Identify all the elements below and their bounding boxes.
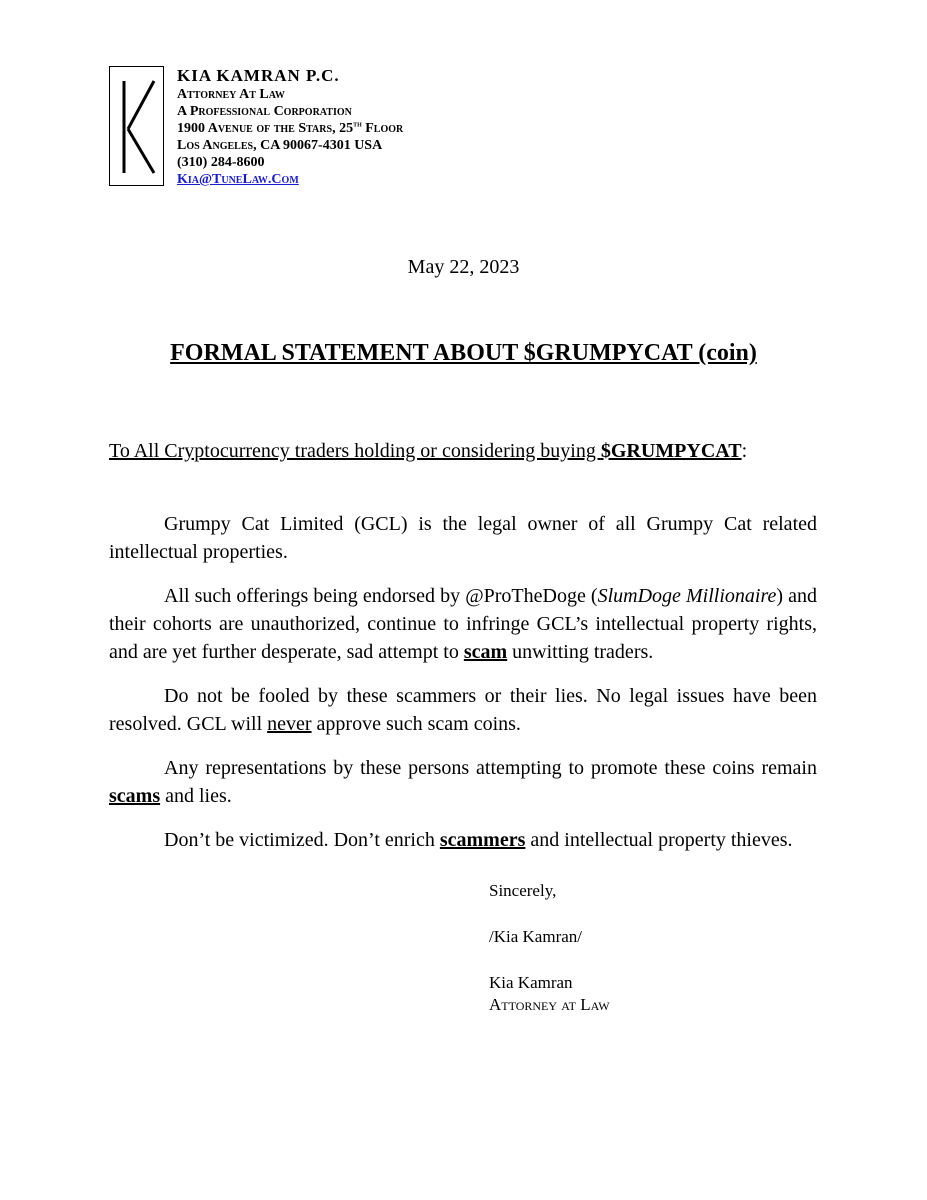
address-sup: th: [353, 118, 362, 129]
paragraph-1: Grumpy Cat Limited (GCL) is the legal owner of all Grumpy Cat related intellectual properties.: [109, 513, 817, 563]
address-floor: Floor: [361, 121, 404, 136]
firm-logo: [109, 66, 164, 186]
paragraph-3: [109, 682, 817, 738]
p2-italic: SlumDoge Millionaire: [597, 585, 777, 607]
closing-title: Attorney at Law: [489, 995, 610, 1014]
p2-text-c: unwitting traders.: [507, 641, 654, 663]
salutation-colon: :: [741, 440, 748, 462]
firm-line-corporation: A Professional Corporation: [177, 104, 352, 119]
p3-text-b: approve such scam coins.: [311, 713, 521, 735]
firm-city: Los Angeles, CA 90067-4301 USA: [177, 138, 383, 153]
firm-line-attorney: Attorney At Law: [177, 87, 285, 102]
letter-body: [109, 510, 817, 870]
p2-text-a: All such offerings being endorsed by @ProTheDoge (: [164, 585, 598, 607]
paragraph-5: [109, 826, 817, 854]
address-street: 1900 Avenue of the Stars, 25: [177, 121, 354, 136]
salutation-coin: $GRUMPYCAT: [600, 440, 742, 462]
p3-never-emphasis: never: [267, 713, 312, 735]
p3-text-a: Do not be fooled by these scammers or their lies. No legal issues have been resolved. GCL will: [109, 685, 817, 735]
firm-email-link[interactable]: Kia@TuneLaw.Com: [177, 172, 299, 187]
paragraph-2: [109, 582, 817, 666]
p2-scam-emphasis: scam: [463, 641, 508, 663]
closing-signature: /Kia Kamran/: [489, 927, 582, 946]
firm-info: [177, 66, 403, 188]
closing-name: Kia Kamran: [489, 973, 573, 992]
letter-closing: [489, 880, 610, 1016]
salutation: [109, 440, 747, 463]
p5-text-b: and intellectual property thieves.: [525, 829, 793, 851]
p4-text-b: and lies.: [160, 785, 232, 807]
firm-phone: (310) 284-8600: [177, 155, 265, 170]
p4-text-a: Any representations by these persons attempting to promote these coins remain: [164, 757, 817, 779]
paragraph-4: [109, 754, 817, 810]
closing-sincerely: Sincerely,: [489, 881, 557, 900]
salutation-text: To All Cryptocurrency traders holding or considering buying: [109, 440, 601, 462]
p5-scammers-emphasis: scammers: [439, 829, 526, 851]
letter-date: May 22, 2023: [407, 256, 520, 278]
k-logo-icon: [110, 67, 165, 187]
p5-text-a: Don’t be victimized. Don’t enrich: [164, 829, 440, 851]
statement-title: FORMAL STATEMENT ABOUT $GRUMPYCAT (coin): [170, 340, 757, 366]
p2-text-b: ) and their cohorts are unauthorized, continue to infringe GCL’s intellectual property rights, and are yet further desperate, sad attempt to: [109, 585, 818, 663]
firm-name: KIA KAMRAN P.C.: [177, 66, 340, 85]
firm-address: [177, 120, 403, 137]
p4-scams-emphasis: scams: [109, 785, 161, 807]
